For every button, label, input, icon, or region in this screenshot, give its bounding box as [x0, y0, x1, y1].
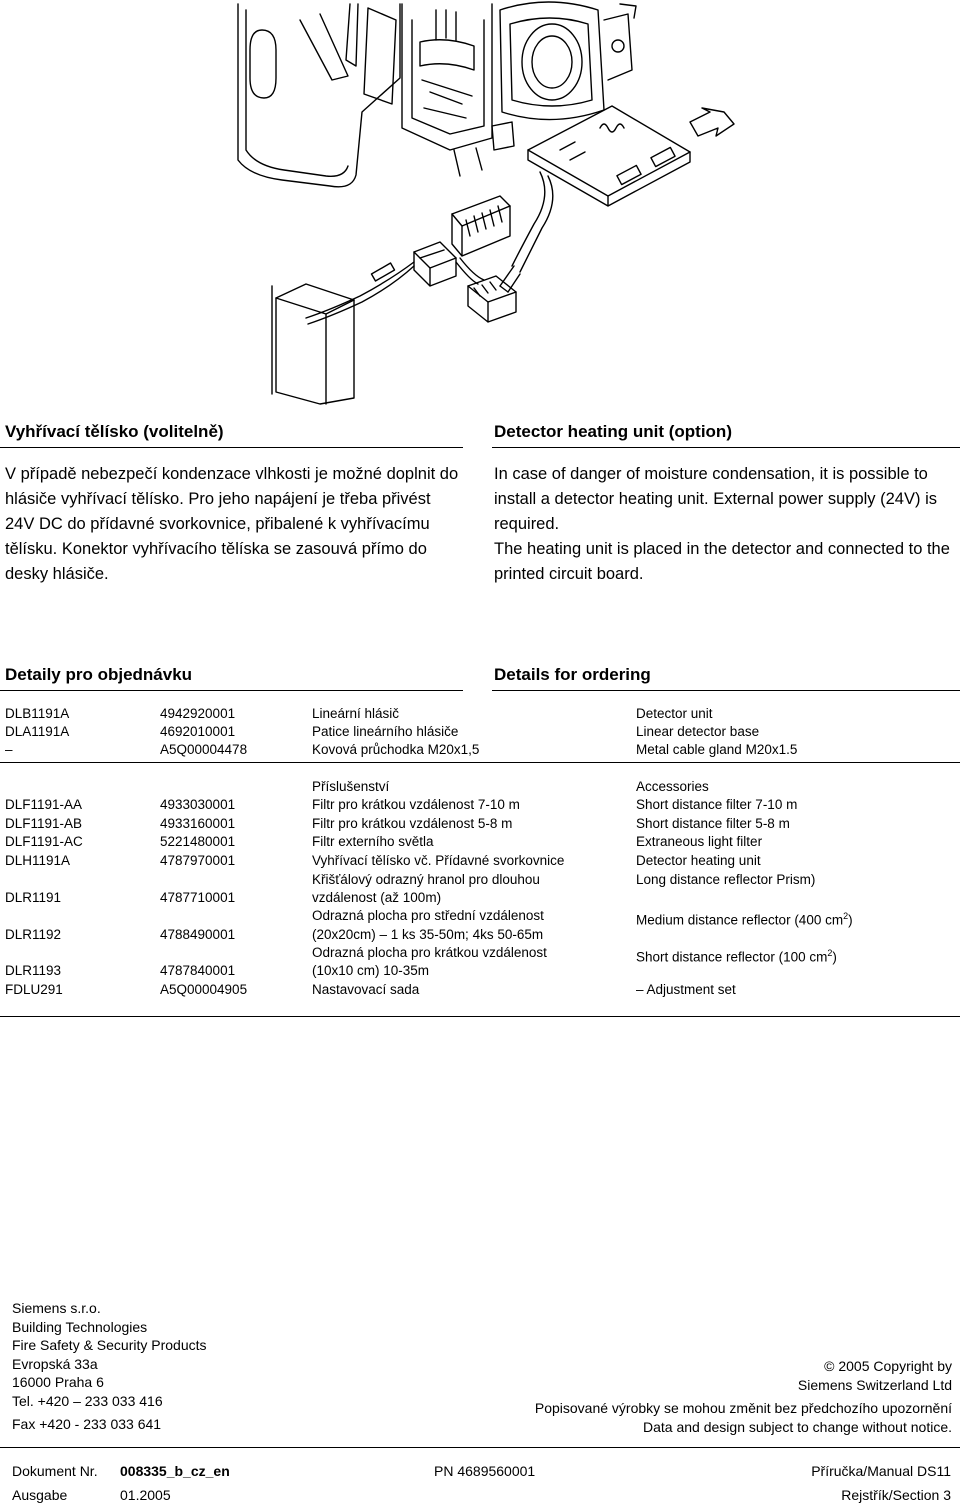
table-row [0, 926, 960, 944]
description-cz: Filtr pro krátkou vzdálenost 5-8 m [312, 816, 513, 831]
edition-label: Ausgabe [12, 1487, 68, 1503]
description-cz: Filtr pro krátkou vzdálenost 7-10 m [312, 797, 520, 812]
table-row-line-1 [0, 907, 960, 928]
type-code: DLR1191 [5, 890, 62, 905]
part-number: 4787970001 [160, 853, 236, 868]
english-heading-rule [492, 447, 960, 448]
accessories-header-row [0, 778, 960, 796]
part-number: 4933160001 [160, 816, 236, 831]
table-row [0, 815, 960, 833]
czech-paragraph-text: V případě nebezpečí kondenzace vlhkosti je možné doplnit do hlásiče vyhřívací tělísko. Pro jeho napájení je třeba přivést 24V DC do přídavné svorkovnice, přibalené k vyhřívacímu tělísku. Konektor vyhřívacího tělíska se zasouvá přímo do desky hlásiče. [5, 465, 459, 583]
copyright-line-2: Siemens Switzerland Ltd [797, 1376, 952, 1393]
document-number-label: Dokument Nr. [12, 1463, 98, 1479]
company-address [12, 1299, 207, 1433]
type-code: DLF1191-AA [5, 797, 83, 812]
superscript: 2 [843, 911, 849, 921]
part-number: 4933030001 [160, 797, 236, 812]
description-en: Long distance reflector Prism) [636, 872, 816, 887]
change-notice-en: Data and design subject to change without notice. [643, 1418, 952, 1435]
description-cz: Patice lineárního hlásiče [312, 724, 459, 739]
part-number: 4692010001 [160, 724, 236, 739]
type-code: DLA1191A [5, 724, 70, 739]
czech-heading-rule [0, 447, 463, 448]
table-row [0, 833, 960, 851]
description-en: Metal cable gland M20x1.5 [636, 742, 798, 757]
czech-ordering-rule [0, 690, 463, 691]
description-cz-continued: (20x20cm) – 1 ks 35-50m; 4ks 50-65m [312, 927, 544, 942]
description-en-tail: ) [848, 912, 853, 928]
change-notice [480, 1399, 952, 1436]
table-bottom-rule [0, 1016, 960, 1017]
table-row [0, 723, 960, 741]
address-line: Fax +420 - 233 033 641 [12, 1415, 162, 1432]
description-en-text: Short distance reflector (100 cm [636, 949, 828, 965]
address-line: Siemens s.r.o. [12, 1300, 101, 1316]
description-en: Detector unit [636, 706, 713, 721]
description-cz: Nastavovací sada [312, 982, 420, 997]
table-divider [0, 762, 960, 763]
type-code: DLB1191A [5, 706, 70, 721]
table-row [0, 705, 960, 723]
accessories-label-en: Accessories [636, 779, 709, 794]
table-row [0, 889, 960, 907]
detector-heating-unit-illustration [0, 0, 960, 405]
part-number: 4787840001 [160, 963, 236, 978]
type-code: DLF1191-AC [5, 834, 83, 849]
type-code: DLR1192 [5, 927, 62, 942]
type-code: – [5, 742, 13, 757]
description-cz: Odrazná plocha pro krátkou vzdálenost [312, 945, 547, 960]
description-cz: Kovová průchodka M20x1,5 [312, 742, 480, 757]
address-line: Evropská 33a [12, 1355, 98, 1372]
address-line: Fire Safety & Security Products [12, 1337, 207, 1354]
part-number: 5221480001 [160, 834, 236, 849]
table-row [0, 796, 960, 814]
description-en: Detector heating unit [636, 853, 761, 868]
description-en: Linear detector base [636, 724, 760, 739]
change-notice-cz: Popisované výrobky se mohou změnit bez předchozího upozornění [534, 1400, 952, 1416]
description-en: Short distance filter 5-8 m [636, 816, 790, 831]
description-cz-continued: vzdálenost (až 100m) [312, 890, 442, 905]
description-cz: Lineární hlásič [312, 706, 400, 721]
address-line: Building Technologies [12, 1318, 148, 1335]
english-paragraph [494, 462, 960, 587]
table-row [0, 962, 960, 980]
part-number: A5Q00004478 [160, 742, 248, 757]
type-code: DLF1191-AB [5, 816, 83, 831]
description-en-tail: ) [832, 949, 837, 965]
type-code: FDLU291 [5, 982, 63, 997]
table-row-line-1 [0, 944, 960, 965]
address-line: Tel. +420 – 233 033 416 [12, 1392, 163, 1409]
english-heading: Detector heating unit (option) [494, 422, 732, 441]
description-en-text: Medium distance reflector (400 cm [636, 912, 844, 928]
table-row [0, 741, 960, 759]
english-ordering-rule [492, 690, 960, 691]
copyright-line-1: © 2005 Copyright by [824, 1358, 952, 1374]
table-row [0, 981, 960, 999]
description-cz: Vyhřívací tělísko vč. Přídavné svorkovnice [312, 853, 565, 868]
description-en: Short distance filter 7-10 m [636, 797, 798, 812]
footer-rule [0, 1447, 960, 1448]
superscript: 2 [827, 948, 833, 958]
english-paragraph-1: In case of danger of moisture condensation, it is possible to install a detector heating unit. External power supply (24V) is required. [494, 465, 937, 533]
section-reference: Rejstřík/Section 3 [841, 1487, 951, 1503]
description-cz: Filtr externího světla [312, 834, 434, 849]
address-line: 16000 Praha 6 [12, 1374, 104, 1391]
description-en: Extraneous light filter [636, 834, 763, 849]
description-cz: Křišťálový odrazný hranol pro dlouhou [312, 872, 540, 887]
accessories-label-cz: Příslušenství [312, 779, 390, 794]
description-en: – Adjustment set [636, 982, 736, 997]
description-cz-continued: (10x10 cm) 10-35m [312, 963, 430, 978]
table-row [0, 852, 960, 870]
description-cz: Odrazná plocha pro střední vzdálenost [312, 908, 544, 923]
table-row-line-1 [0, 871, 960, 889]
part-number-footer: PN 4689560001 [434, 1463, 536, 1479]
type-code: DLR1193 [5, 963, 62, 978]
english-ordering-heading: Details for ordering [494, 665, 651, 684]
english-paragraph-2: The heating unit is placed in the detector and connected to the printed circuit board. [494, 540, 950, 583]
copyright-block [798, 1357, 952, 1394]
part-number: A5Q00004905 [160, 982, 248, 997]
document-number: 008335_b_cz_en [120, 1463, 230, 1479]
czech-paragraph [5, 462, 460, 587]
type-code: DLH1191A [5, 853, 71, 868]
czech-heading: Vyhřívací tělísko (volitelně) [5, 422, 224, 441]
part-number: 4787710001 [160, 890, 236, 905]
manual-reference: Příručka/Manual DS11 [811, 1463, 951, 1479]
czech-ordering-heading: Detaily pro objednávku [5, 665, 193, 684]
part-number: 4788490001 [160, 927, 236, 942]
part-number: 4942920001 [160, 706, 236, 721]
edition-date: 01.2005 [120, 1487, 171, 1503]
